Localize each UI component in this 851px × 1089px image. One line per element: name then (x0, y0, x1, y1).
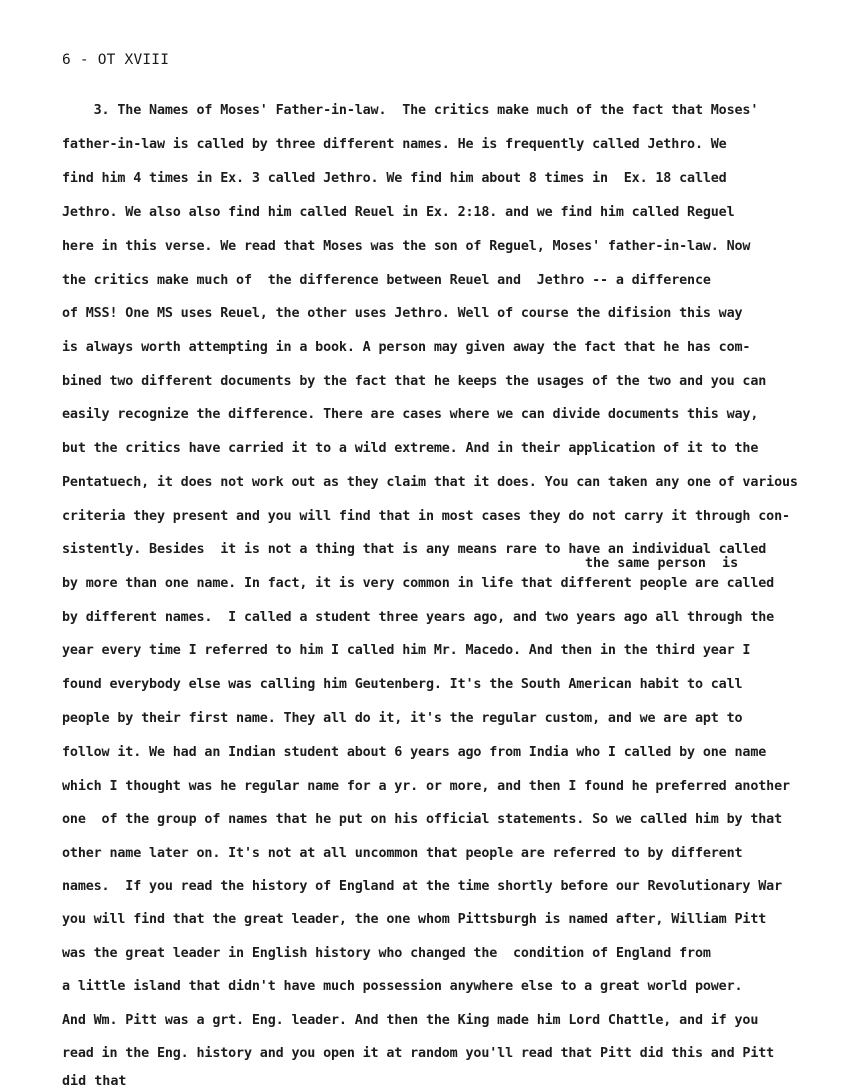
text-line: found everybody else was calling him Geutenberg. It's the South American habit to call (62, 677, 743, 692)
text-line: was the great leader in English history who changed the condition of England from (62, 946, 711, 961)
text-line: but the critics have carried it to a wild extreme. And in their application of it to the (62, 441, 759, 456)
text-line: Jethro. We also also find him called Reuel in Ex. 2:18. and we find him called Reguel (62, 205, 735, 220)
text-line: names. If you read the history of England at the time shortly before our Revolutionary War (62, 879, 782, 894)
text-line: father-in-law is called by three different names. He is frequently called Jethro. We (62, 137, 727, 152)
text-line: a little island that didn't have much possession anywhere else to a great world power. (62, 979, 743, 994)
text-line: read in the Eng. history and you open it at random you'll read that Pitt did this and Pitt (62, 1046, 775, 1061)
text-line: sistently. Besides it is not a thing that is any means rare to have an individual called (62, 542, 767, 557)
text-line: bined two different documents by the fact that he keeps the usages of the two and you can (62, 374, 767, 389)
text-line: follow it. We had an Indian student about 6 years ago from India who I called by one name (62, 745, 767, 760)
text-line: the critics make much of the difference between Reuel and Jethro -- a difference (62, 273, 711, 288)
text-line: of MSS! One MS uses Reuel, the other uses Jethro. Well of course the difision this way (62, 306, 743, 321)
text-line: find him 4 times in Ex. 3 called Jethro. We find him about 8 times in Ex. 18 called (62, 171, 727, 186)
text-line: people by their first name. They all do it, it's the regular custom, and we are apt to (62, 711, 743, 726)
text-line: one of the group of names that he put on his official statements. So we called him by that (62, 812, 782, 827)
text-line: year every time I referred to him I called him Mr. Macedo. And then in the third year I (62, 643, 751, 658)
interlinear-insertion: the same person is (585, 556, 739, 571)
text-line: by more than one name. In fact, it is very common in life that different people are called (62, 576, 775, 591)
page-header: 6 - OT XVIII (62, 52, 170, 68)
text-line: which I thought was he regular name for a yr. or more, and then I found he preferred another (62, 779, 790, 794)
text-line: Pentatuech, it does not work out as they claim that it does. You can taken any one of various (62, 475, 798, 490)
text-line: you will find that the great leader, the one whom Pittsburgh is named after, William Pitt (62, 912, 767, 927)
text-line: other name later on. It's not at all uncommon that people are referred to by different (62, 846, 743, 861)
text-line: easily recognize the difference. There are cases where we can divide documents this way, (62, 407, 759, 422)
text-line: is always worth attempting in a book. A person may given away the fact that he has com- (62, 340, 751, 355)
text-line: here in this verse. We read that Moses was the son of Reguel, Moses' father-in-law. Now (62, 239, 751, 254)
text-line: 3. The Names of Moses' Father-in-law. The critics make much of the fact that Moses' (62, 103, 759, 118)
text-line: by different names. I called a student three years ago, and two years ago all through the (62, 610, 775, 625)
cut-off-line: did that (62, 1074, 127, 1089)
text-line: And Wm. Pitt was a grt. Eng. leader. And then the King made him Lord Chattle, and if you (62, 1013, 759, 1028)
text-line: criteria they present and you will find that in most cases they do not carry it through con- (62, 509, 790, 524)
